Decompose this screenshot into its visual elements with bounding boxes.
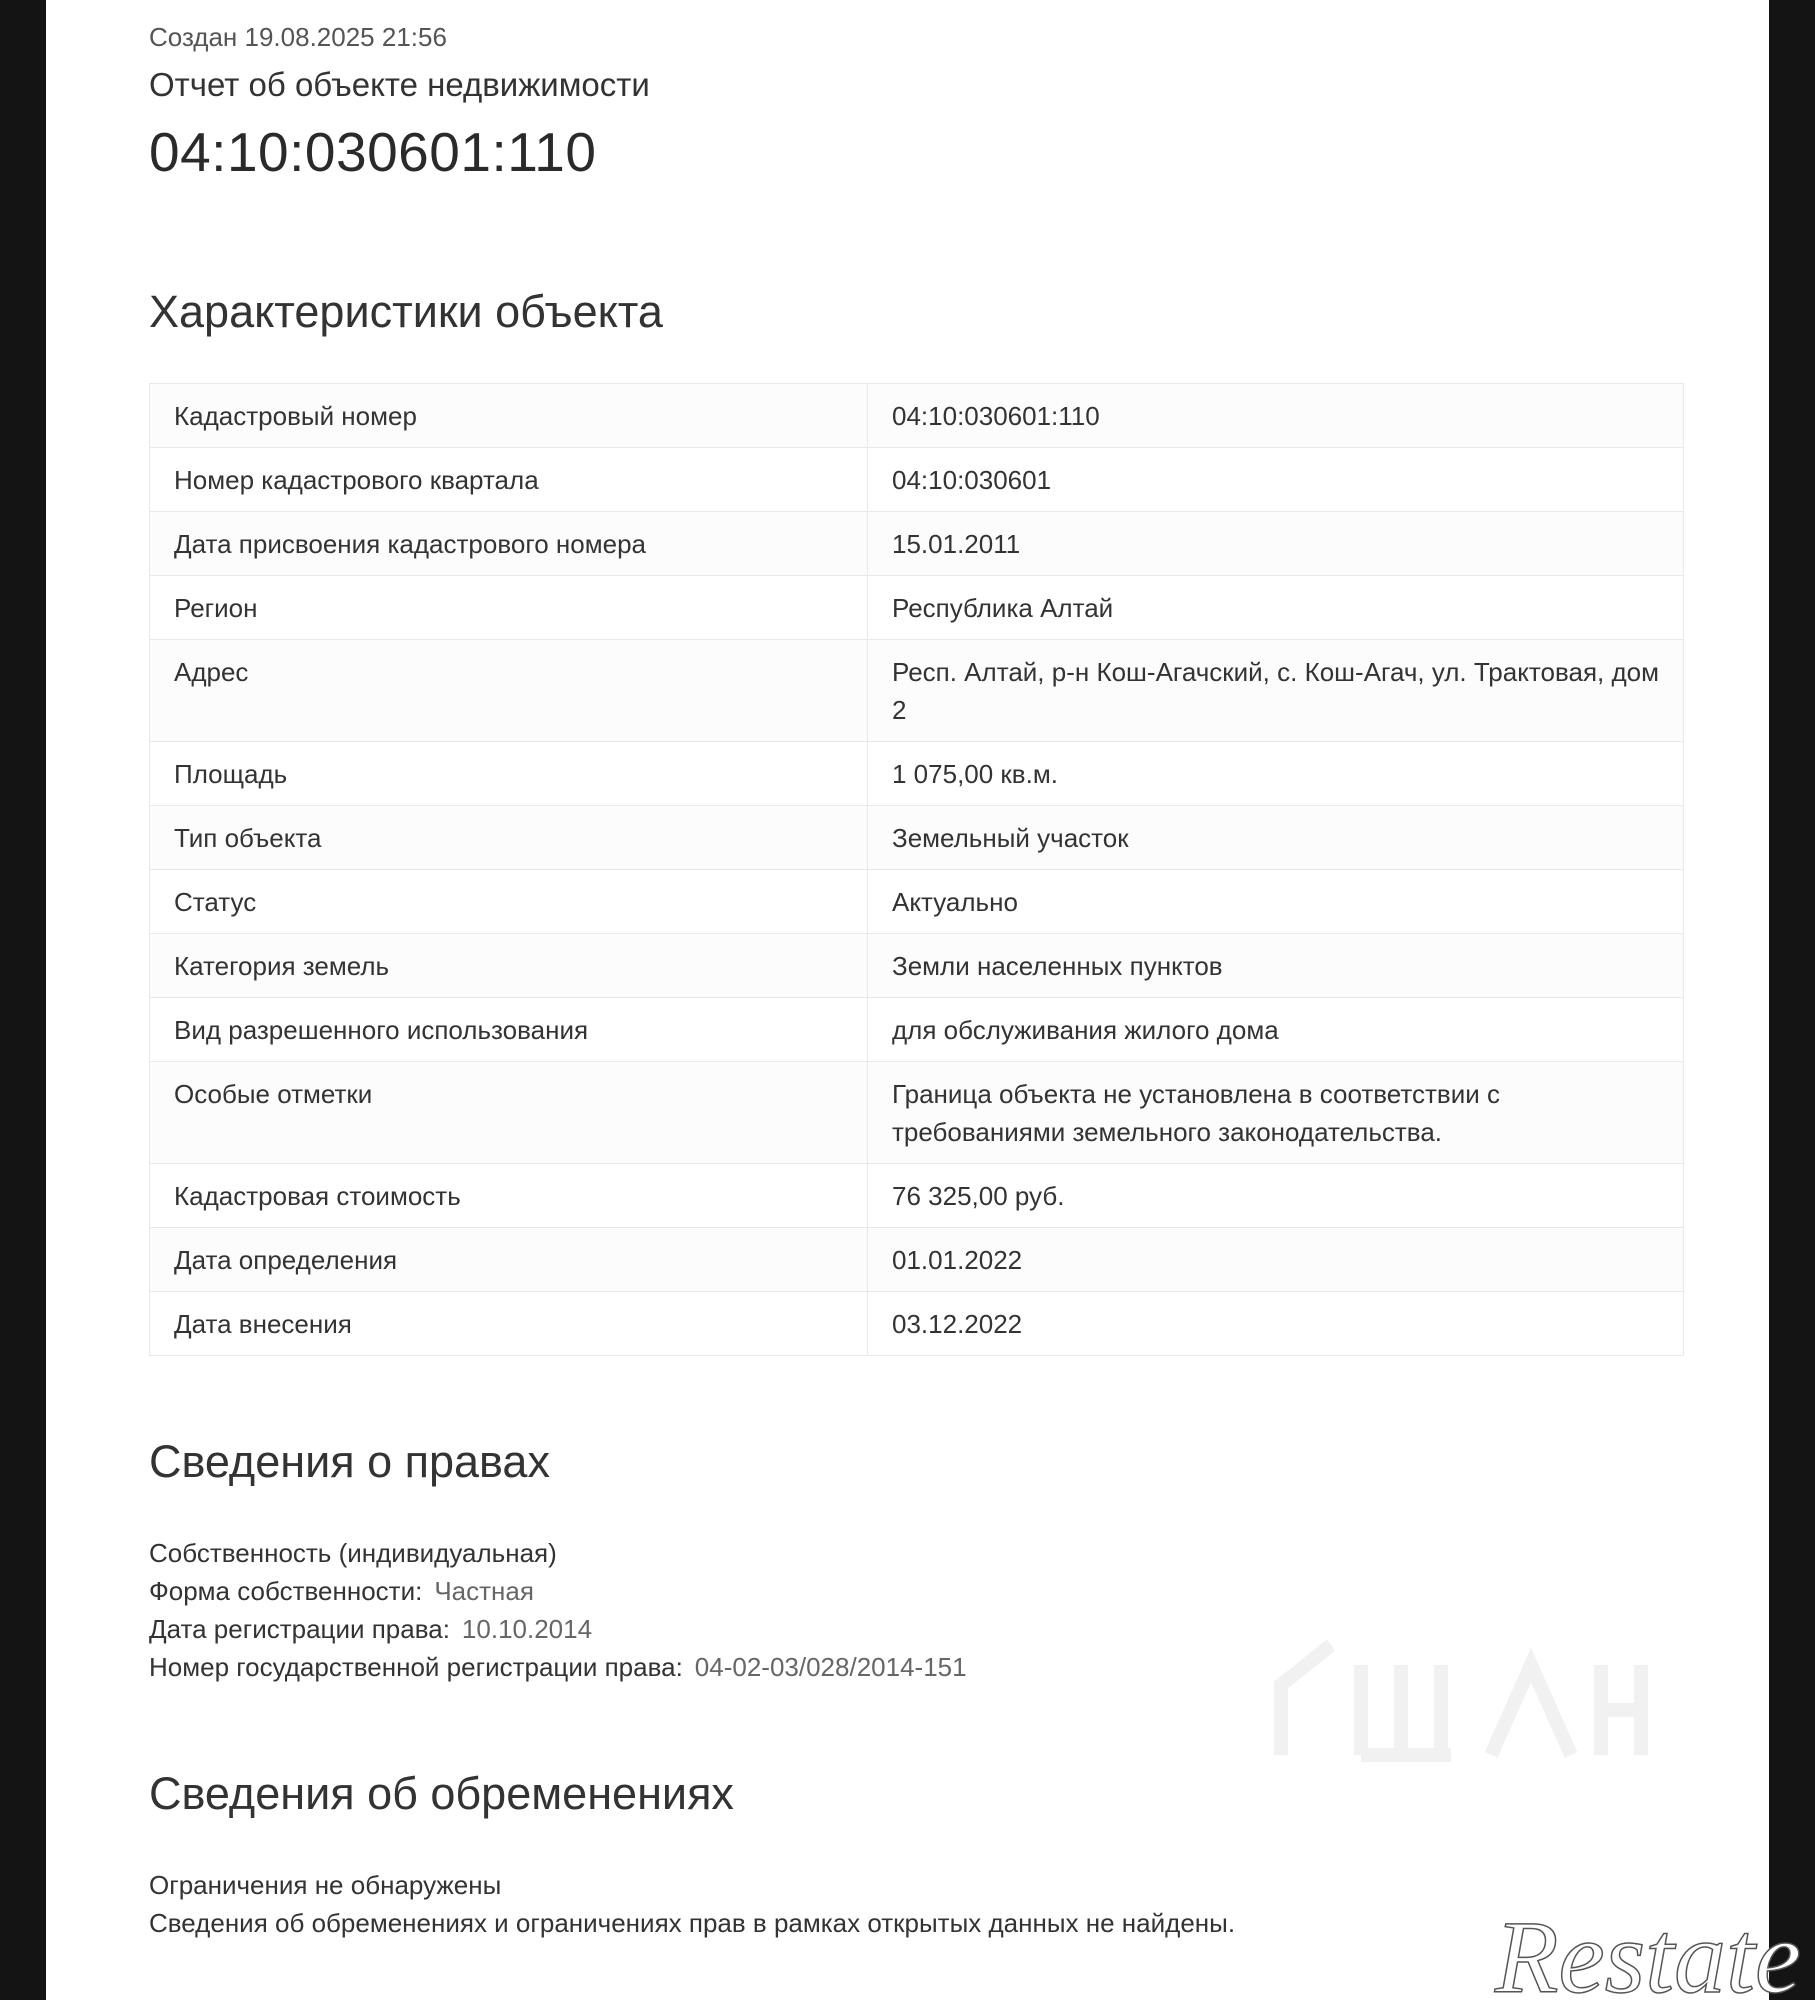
row-value: Земли населенных пунктов: [868, 934, 1684, 998]
row-value: Республика Алтай: [868, 576, 1684, 640]
row-key: Номер кадастрового квартала: [150, 448, 868, 512]
registration-number-value: 04-02-03/028/2014-151: [694, 1652, 967, 1682]
row-key: Дата определения: [150, 1228, 868, 1292]
row-key: Тип объекта: [150, 806, 868, 870]
ownership-form-line: [149, 1572, 967, 1610]
ownership-form-label: Форма собственности:: [149, 1576, 423, 1606]
rights-heading: Сведения о правах: [149, 1436, 550, 1487]
table-row: [150, 1164, 1684, 1228]
table-row: [150, 1062, 1684, 1164]
row-value: 15.01.2011: [868, 512, 1684, 576]
row-value: 03.12.2022: [868, 1292, 1684, 1356]
row-value: Респ. Алтай, р-н Кош-Агачский, с. Кош-Агач, ул. Трактовая, дом 2: [868, 640, 1684, 742]
table-row: [150, 1292, 1684, 1356]
restate-logo: [1485, 1880, 1815, 2000]
characteristics-heading: Характеристики объекта: [149, 286, 663, 337]
row-value: 04:10:030601:110: [868, 384, 1684, 448]
registration-number-label: Номер государственной регистрации права:: [149, 1652, 683, 1682]
ownership-form-value: Частная: [434, 1576, 534, 1606]
report-page: [46, 0, 1769, 2000]
cadastral-number-heading: 04:10:030601:110: [149, 121, 597, 183]
table-row: [150, 384, 1684, 448]
row-value: для обслуживания жилого дома: [868, 998, 1684, 1062]
table-row: [150, 742, 1684, 806]
table-row: [150, 934, 1684, 998]
registration-number-line: [149, 1648, 967, 1686]
row-value: 01.01.2022: [868, 1228, 1684, 1292]
row-value: 04:10:030601: [868, 448, 1684, 512]
row-key: Статус: [150, 870, 868, 934]
row-key: Особые отметки: [150, 1062, 868, 1164]
row-value: Земельный участок: [868, 806, 1684, 870]
row-key: Адрес: [150, 640, 868, 742]
encumbrances-info: [149, 1866, 1235, 1942]
table-row: [150, 1228, 1684, 1292]
registration-date-value: 10.10.2014: [461, 1614, 593, 1644]
row-key: Дата присвоения кадастрового номера: [150, 512, 868, 576]
row-key: Вид разрешенного использования: [150, 998, 868, 1062]
table-row: [150, 998, 1684, 1062]
rights-info: [149, 1534, 967, 1686]
table-row: [150, 806, 1684, 870]
row-value: Актуально: [868, 870, 1684, 934]
table-row: [150, 512, 1684, 576]
table-row: [150, 448, 1684, 512]
row-value: 76 325,00 руб.: [868, 1164, 1684, 1228]
table-row: [150, 640, 1684, 742]
row-key: Дата внесения: [150, 1292, 868, 1356]
ownership-type: Собственность (индивидуальная): [149, 1538, 557, 1568]
encumbrances-heading: Сведения об обременениях: [149, 1768, 734, 1819]
row-key: Регион: [150, 576, 868, 640]
encumbrances-line-1: Ограничения не обнаружены: [149, 1870, 502, 1900]
faint-watermark-icon: [1241, 1625, 1661, 1775]
encumbrances-line-2: Сведения об обременениях и ограничениях прав в рамках открытых данных не найдены.: [149, 1908, 1236, 1938]
restate-logo-text: Restate: [1495, 1900, 1802, 2000]
row-key: Кадастровый номер: [150, 384, 868, 448]
table-row: [150, 576, 1684, 640]
row-value: 1 075,00 кв.м.: [868, 742, 1684, 806]
report-title: Отчет об объекте недвижимости: [149, 66, 650, 103]
registration-date-line: [149, 1610, 967, 1648]
row-key: Кадастровая стоимость: [150, 1164, 868, 1228]
characteristics-table: [149, 383, 1684, 1356]
row-key: Площадь: [150, 742, 868, 806]
registration-date-label: Дата регистрации права:: [149, 1614, 450, 1644]
row-value: Граница объекта не установлена в соответствии с требованиями земельного законодательства.: [868, 1062, 1684, 1164]
created-timestamp: Создан 19.08.2025 21:56: [149, 22, 447, 52]
table-row: [150, 870, 1684, 934]
row-key: Категория земель: [150, 934, 868, 998]
